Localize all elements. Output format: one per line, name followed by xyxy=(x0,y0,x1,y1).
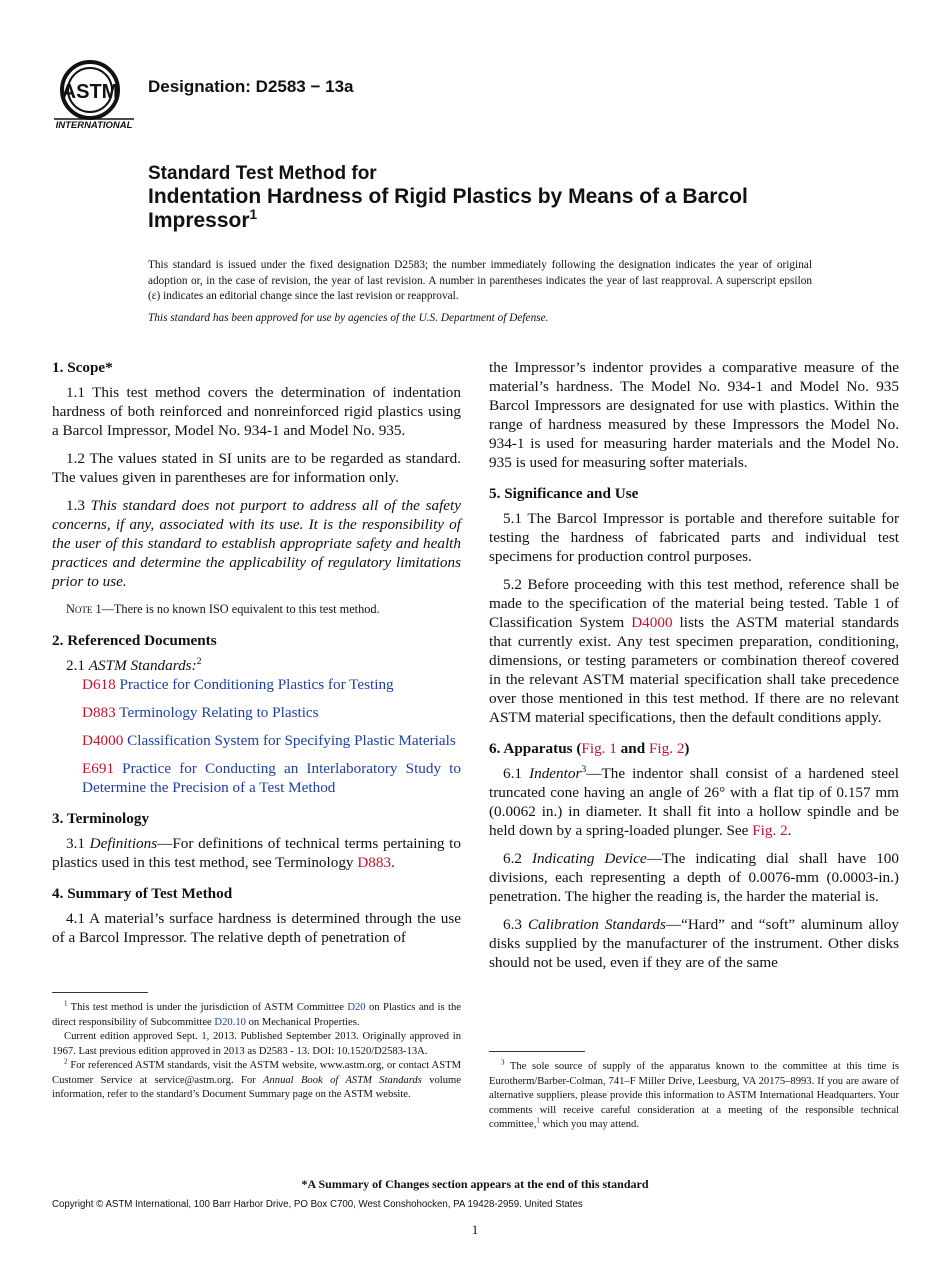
footnote-1 xyxy=(52,1001,461,1030)
paragraph-1-3-text: This standard does not purport to address all of the safety concerns, if any, associated with its use. It is the responsibility of the user of this standard to establish appropriate safety and health practices and determine the applicability of regulatory limitations prior to use. xyxy=(52,497,462,590)
apparatus-heading-and: and xyxy=(616,740,649,757)
fig-2-link-inline[interactable]: Fig. 2 xyxy=(752,822,788,839)
paragraph-6-1-num: 6.1 xyxy=(503,765,522,782)
paragraph-3-1-text: —For definitions of technical terms pertaining to plastics used in this test method, see Terminology xyxy=(52,835,461,871)
note-label: Note xyxy=(66,602,93,616)
title-line-3 xyxy=(148,209,888,233)
footnote-1-b: on Plastics and is the direct responsibility of Subcommittee xyxy=(52,1002,461,1028)
footnotes-right xyxy=(489,1060,899,1133)
footnote-2-italic: Annual Book of ASTM Standards xyxy=(263,1074,422,1086)
footnote-2-mark: 2 xyxy=(64,1058,68,1066)
ref-title-link[interactable]: Practice for Conducting an Interlaboratory Study to Determine the Precision of a Test Method xyxy=(82,760,461,796)
fig-2-link[interactable]: Fig. 2 xyxy=(648,740,685,757)
ref-code-link[interactable]: D618 xyxy=(82,676,116,693)
section-heading-scope: 1. Scope* xyxy=(52,359,113,376)
paragraph-6-2-num: 6.2 xyxy=(503,850,522,867)
ref-code-link[interactable]: D4000 xyxy=(82,732,124,749)
d4000-link[interactable]: D4000 xyxy=(631,614,673,631)
paragraph-6-2-text: —The indicating dial shall have 100 divisions, each representing a depth of 0.0076-mm (0.0003-in.) penetration. The higher the reading is, the harder the material is. xyxy=(489,850,899,905)
astm-standards-label: ASTM Standards: xyxy=(88,657,197,674)
footnote-2 xyxy=(52,1059,461,1103)
definitions-term: Definitions xyxy=(89,835,158,852)
footnote-2-a: For referenced ASTM standards, visit the ASTM website, www.astm.org, or contact ASTM Customer Service at service@astm.org. For xyxy=(52,1060,461,1086)
indicating-device-term: Indicating Device xyxy=(531,850,647,867)
d20-10-link[interactable]: D20.10 xyxy=(214,1016,246,1028)
logo-subtext: INTERNATIONAL xyxy=(55,120,133,130)
section-heading-apparatus xyxy=(489,739,899,758)
designation: Designation: D2583 − 13a xyxy=(148,77,354,96)
astm-logo xyxy=(52,58,136,130)
paragraph-3-1-end: . xyxy=(391,854,395,871)
refdocs-footnote-ref: 2 xyxy=(196,655,202,667)
title-line-3-text: Impressor xyxy=(148,209,250,232)
footnote-1-a: This test method is under the jurisdiction of ASTM Committee xyxy=(67,1002,348,1013)
title-line-2: Indentation Hardness of Rigid Plastics by Means of a Barcol xyxy=(148,185,748,208)
logo-text: ASTM xyxy=(61,81,119,103)
apparatus-heading-end: ) xyxy=(684,740,690,757)
title-line-1: Standard Test Method for xyxy=(148,163,377,184)
paragraph-6-1 xyxy=(489,764,899,840)
footnote-3-mark: 3 xyxy=(501,1059,505,1067)
ref-item-d4000[interactable] xyxy=(52,731,461,750)
section-heading-summary: 4. Summary of Test Method xyxy=(52,885,233,902)
note-1 xyxy=(52,600,461,619)
right-column xyxy=(489,358,899,981)
page-number: 1 xyxy=(471,1222,479,1237)
astm-logo-icon xyxy=(52,58,136,130)
footnote-3-ref: 1 xyxy=(536,1117,540,1125)
paragraph-5-2-a: 5.2 Before proceeding with this test method, reference shall be made to the specification of the material being tested. Table 1 of Classification System xyxy=(489,576,899,631)
ref-code-link[interactable]: E691 xyxy=(82,760,115,777)
indentor-footnote-ref: 3 xyxy=(581,763,587,775)
ref-item-e691[interactable] xyxy=(52,759,461,797)
intro-paragraph: This standard is issued under the fixed designation D2583; the number immediately following the designation indicates the year of original adoption or, in the case of revision, the year of last revision. A number in parentheses indicates the year of last reapproval. A superscript epsilon (ε) indicates an editorial change since the last revision or reapproval. xyxy=(148,259,812,302)
ref-item-d618[interactable] xyxy=(52,675,461,694)
document-title xyxy=(148,162,888,233)
paragraph-1-2: 1.2 The values stated in SI units are to be regarded as standard. The values given in parentheses are for information only. xyxy=(52,450,461,486)
paragraph-2-1 xyxy=(52,656,461,675)
left-column xyxy=(52,358,461,956)
section-heading-terminology: 3. Terminology xyxy=(52,810,150,827)
footnote-rule-left xyxy=(52,992,148,993)
footnote-3-a: The sole source of supply of the apparatus known to the committee at this time is Eurotherm/Barber-Colman, 741–F Miller Drive, Leesburg, VA 20175–8993. If you are aware of alternative suppliers, please provide this information to ASTM International Headquarters. Your comments will receive careful consideration at a meeting of the responsible technical committee, xyxy=(489,1061,899,1130)
d20-link[interactable]: D20 xyxy=(347,1002,366,1013)
footnote-rule-right xyxy=(489,1051,585,1052)
calibration-standards-term: Calibration Standards xyxy=(527,916,666,933)
d883-link[interactable]: D883 xyxy=(357,854,392,871)
paragraph-1-1: 1.1 This test method covers the determination of indentation hardness of both reinforced and nonreinforced rigid plastics using a Barcol Impressor, Model No. 934-1 and Model No. 935. xyxy=(52,384,461,439)
paragraph-1-3 xyxy=(52,496,461,591)
apparatus-heading-a: 6. Apparatus ( xyxy=(489,740,582,757)
paragraph-3-1-num: 3.1 xyxy=(66,835,85,852)
footnote-3 xyxy=(489,1060,899,1133)
footnote-2-b: volume information, refer to the standard’s Document Summary page on the ASTM website. xyxy=(52,1074,461,1100)
summary-of-changes-note: *A Summary of Changes section appears at the end of this standard xyxy=(301,1177,649,1191)
paragraph-1-3-num: 1.3 xyxy=(66,497,85,514)
paragraph-6-1-text: —The indentor shall consist of a hardened steel truncated cone having an angle of 26° with a flat tip of 0.157 mm (0.0062 in.) in diameter. It shall fit into a hollow spindle and be held down by a spring-loaded plunger. See xyxy=(489,765,899,839)
paragraph-4-1-continued: the Impressor’s indentor provides a comparative measure of the material’s hardness. The Model No. 934-1 and Model No. 935 Barcol Impressors are designated for use with plastics. Within the range of hardness measured by these Impressors the Model No. 934-1 is used for measuring harder materials and the Model No. 935 is used for measuring softer materials. xyxy=(489,359,899,471)
ref-code-link[interactable]: D883 xyxy=(82,704,116,721)
paragraph-3-1 xyxy=(52,834,461,872)
footnote-3-b: which you may attend. xyxy=(539,1119,639,1130)
footnote-1-edition: Current edition approved Sept. 1, 2013. Published September 2013. Originally approved in 1967. Last previous edition approved in 2013 as D2583 - 13. DOI: 10.1520/D2583-13A. xyxy=(52,1031,461,1057)
ref-title-link[interactable]: Classification System for Specifying Plastic Materials xyxy=(127,732,456,749)
section-heading-refdocs: 2. Referenced Documents xyxy=(52,632,217,649)
paragraph-6-1-end: . xyxy=(787,822,792,839)
dod-note: This standard has been approved for use by agencies of the U.S. Department of Defense. xyxy=(148,312,549,324)
paragraph-4-1: 4.1 A material’s surface hardness is determined through the use of a Barcol Impressor. The relative depth of penetration of xyxy=(52,910,461,946)
ref-title-link[interactable]: Practice for Conditioning Plastics for Testing xyxy=(119,676,394,693)
paragraph-6-2 xyxy=(489,849,899,906)
paragraph-6-3-num: 6.3 xyxy=(503,916,522,933)
ref-item-d883[interactable] xyxy=(52,703,461,722)
title-footnote-ref: 1 xyxy=(249,207,258,222)
copyright: Copyright © ASTM International, 100 Barr Harbor Drive, PO Box C700, West Conshohocken, PA 19428-2959. United States xyxy=(52,1199,583,1210)
paragraph-2-1-num: 2.1 xyxy=(66,657,85,674)
section-heading-significance: 5. Significance and Use xyxy=(489,485,639,502)
fig-1-link[interactable]: Fig. 1 xyxy=(581,740,617,757)
paragraph-6-3-text: —“Hard” and “soft” aluminum alloy disks supplied by the manufacturer of the instrument. Other disks should not be used, even if they are of the same xyxy=(489,916,899,971)
footnote-1-c: on Mechanical Properties. xyxy=(245,1016,360,1028)
paragraph-5-2-b: lists the ASTM material standards that currently exist. Any test specimen preparation, conditioning, dimensions, or testing parameters or combination thereof covered in the relevant ASTM material specification shall take precedence over those mentioned in this test method. If there are no relevant ASTM material specifications, then the default conditions apply. xyxy=(489,614,899,726)
ref-title-link[interactable]: Terminology Relating to Plastics xyxy=(119,704,319,721)
paragraph-5-2 xyxy=(489,575,899,727)
paragraph-5-1: 5.1 The Barcol Impressor is portable and therefore suitable for testing the hardness of fabricated parts and individual test specimens for production control purposes. xyxy=(489,510,899,565)
note-text: 1—There is no known ISO equivalent to this test method. xyxy=(92,602,380,616)
indentor-term: Indentor xyxy=(529,765,582,782)
paragraph-6-3 xyxy=(489,915,899,972)
footnote-1-mark: 1 xyxy=(64,1000,68,1008)
footnotes-left xyxy=(52,1001,461,1103)
